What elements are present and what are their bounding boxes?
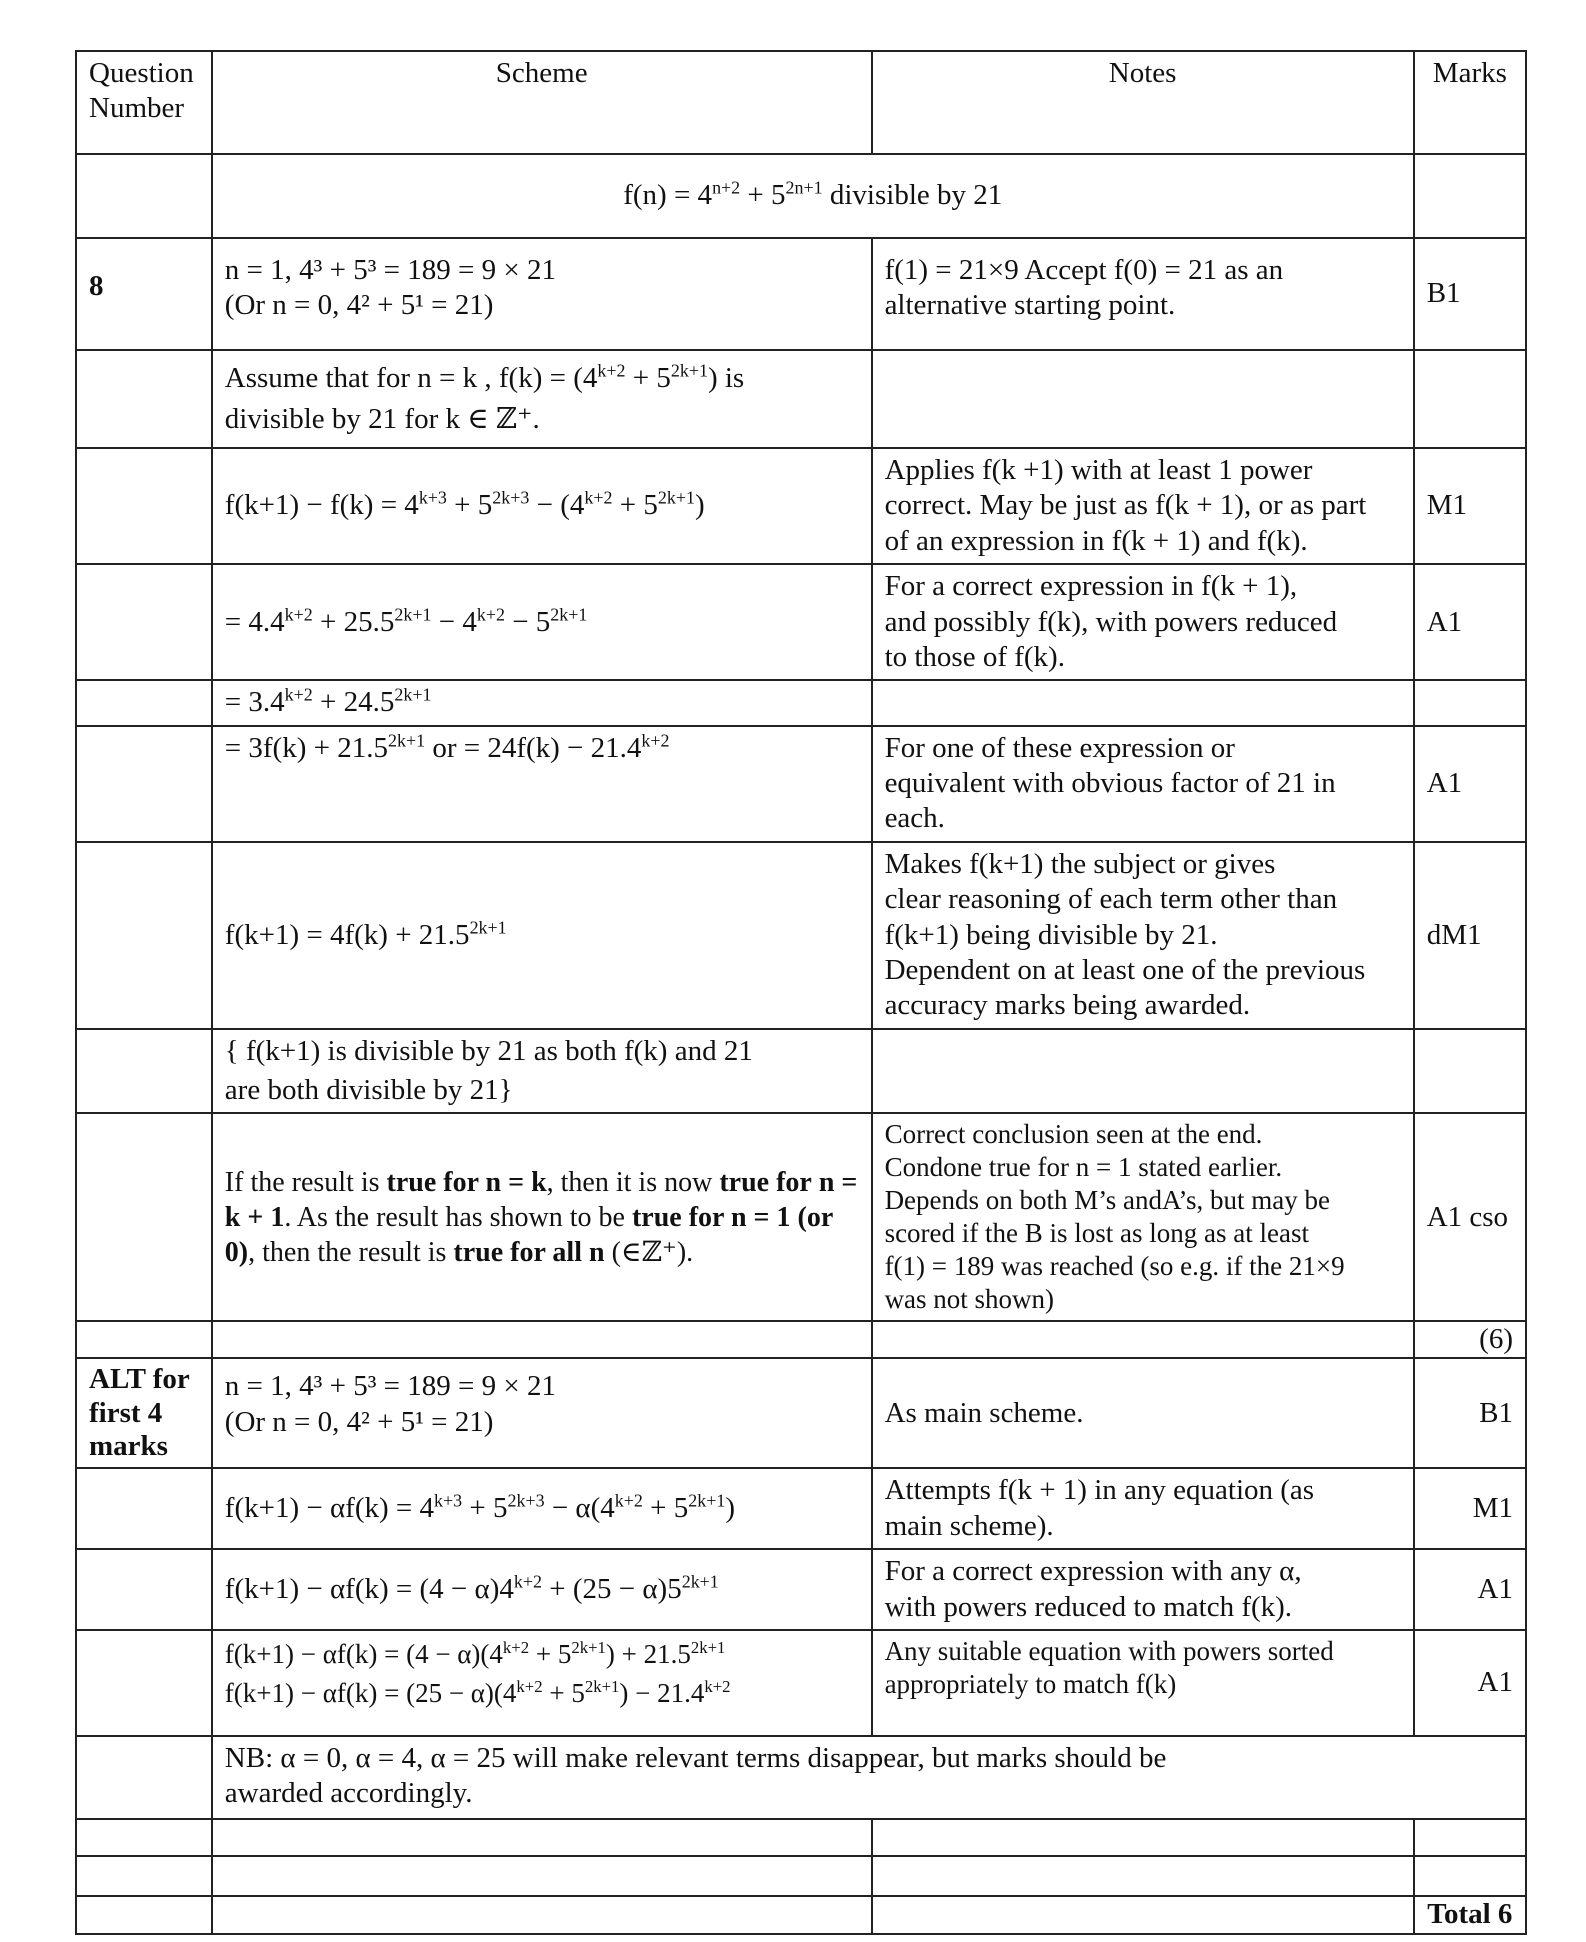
expanded-scheme: = $4.4^{k+2} + 25.5^{2k+1} - 4^{k+2} - 5^{2k+1}$	[212, 564, 872, 680]
difference-mark: M1	[1414, 448, 1526, 564]
factor-row	[76, 726, 1526, 842]
alt-expression-scheme: $f(k+1) - \alpha f(k) = (4 - \alpha)4^{k+2} + (25 - \alpha)5^{2k+1}$	[212, 1549, 872, 1630]
header-row	[76, 51, 1526, 154]
header-scheme: Scheme	[212, 51, 872, 154]
alt-sorted-row	[76, 1630, 1526, 1736]
alt-basis-scheme: n = 1, 4³ + 5³ = 189 = 9 × 21 (Or n = 0, 4² + 5¹ = 21)	[212, 1358, 872, 1468]
header-marks: Marks	[1414, 51, 1526, 154]
alt-expression-notes: For a correct expression with any α, with powers reduced to match f(k).	[872, 1549, 1414, 1630]
total-row	[76, 1896, 1526, 1934]
alt-label: ALT for first 4 marks	[76, 1358, 212, 1468]
total-mark: Total 6	[1414, 1896, 1526, 1934]
alt-sorted-mark: A1	[1414, 1630, 1526, 1736]
question-statement: $f(n) = 4^{n+2} + 5^{2n+1}$ divisible by 21	[212, 154, 1414, 238]
conclusion-row	[76, 1113, 1526, 1321]
subtotal-mark: (6)	[1414, 1321, 1526, 1358]
conclusion-scheme: If the result is true for n = k, then it is now true for n = k + 1. As the result has shown to be true for n = 1 (or 0), then the result is true for all n (∈ℤ⁺).	[212, 1113, 872, 1321]
mark-scheme-table	[75, 50, 1527, 1935]
simplified-row	[76, 680, 1526, 725]
alt-sorted-notes: Any suitable equation with powers sorted appropriately to match f(k)	[872, 1630, 1414, 1736]
alt-expression-row	[76, 1549, 1526, 1630]
divisibility-row	[76, 1029, 1526, 1114]
alt-attempt-mark: M1	[1414, 1468, 1526, 1549]
alt-expression-mark: A1	[1414, 1549, 1526, 1630]
divisibility-scheme: { f(k+1) is divisible by 21 as both f(k) and 21 are both divisible by 21}	[212, 1029, 872, 1114]
basis-scheme: n = 1, 4³ + 5³ = 189 = 9 × 21 (Or n = 0, 4² + 5¹ = 21)	[212, 238, 872, 350]
header-notes: Notes	[872, 51, 1414, 154]
basis-row	[76, 238, 1526, 350]
header-question-number: Question Number	[76, 51, 212, 154]
alt-attempt-row	[76, 1468, 1526, 1549]
empty-row	[76, 1819, 1526, 1856]
factor-scheme: = $3f(k) + 21.5^{2k+1}$ or = $24f(k) - 21.4^{k+2}$	[212, 726, 872, 842]
assumption-scheme: Assume that for n = k , $f(k) = (4^{k+2} + 5^{2k+1})$ is divisible by 21 for k ∈ ℤ⁺.	[212, 350, 872, 448]
subject-row	[76, 842, 1526, 1029]
difference-notes: Applies f(k +1) with at least 1 power correct. May be just as f(k + 1), or as part of an expression in f(k + 1) and f(k).	[872, 448, 1414, 564]
question-number: 8	[76, 238, 212, 350]
expanded-row	[76, 564, 1526, 680]
conclusion-notes: Correct conclusion seen at the end. Condone true for n = 1 stated earlier. Depends on both M’s andA’s, but may be scored if the B is lost as long as at least f(1) = 189 was reached (so e.g. if the 21×9 was not shown)	[872, 1113, 1414, 1321]
alt-basis-notes: As main scheme.	[872, 1358, 1414, 1468]
nb-note: NB: α = 0, α = 4, α = 25 will make relevant terms disappear, but marks should be awarded accordingly.	[212, 1736, 1526, 1819]
intro-row	[76, 154, 1526, 238]
expanded-mark: A1	[1414, 564, 1526, 680]
basis-notes: f(1) = 21×9 Accept f(0) = 21 as an alternative starting point.	[872, 238, 1414, 350]
expanded-notes: For a correct expression in f(k + 1), and possibly f(k), with powers reduced to those of f(k).	[872, 564, 1414, 680]
subject-notes: Makes f(k+1) the subject or gives clear reasoning of each term other than f(k+1) being divisible by 21. Dependent on at least one of the previous accuracy marks being awarded.	[872, 842, 1414, 1029]
basis-mark: B1	[1414, 238, 1526, 350]
alt-attempt-notes: Attempts f(k + 1) in any equation (as main scheme).	[872, 1468, 1414, 1549]
difference-scheme: $f(k+1) - f(k) = 4^{k+3} + 5^{2k+3} - (4^{k+2} + 5^{2k+1})$	[212, 448, 872, 564]
subject-scheme: $f(k+1) = 4f(k) + 21.5^{2k+1}$	[212, 842, 872, 1029]
conclusion-mark: A1 cso	[1414, 1113, 1526, 1321]
alt-basis-row	[76, 1358, 1526, 1468]
factor-mark: A1	[1414, 726, 1526, 842]
alt-sorted-scheme: $f(k+1) - \alpha f(k) = (4 - \alpha)(4^{k+2} + 5^{2k+1}) + 21.5^{2k+1}$ $f(k+1) - \alpha f(k) = (25 - \alpha)(4^{k+2} + 5^{2k+1}) - 21.4^{k+2}$	[212, 1630, 872, 1736]
simplified-scheme: = $3.4^{k+2} + 24.5^{2k+1}$	[212, 680, 872, 725]
assumption-row	[76, 350, 1526, 448]
factor-notes: For one of these expression or equivalent with obvious factor of 21 in each.	[872, 726, 1414, 842]
nb-row	[76, 1736, 1526, 1819]
subtotal-row	[76, 1321, 1526, 1358]
alt-basis-mark: B1	[1414, 1358, 1526, 1468]
empty-row	[76, 1856, 1526, 1896]
difference-row	[76, 448, 1526, 564]
subject-mark: dM1	[1414, 842, 1526, 1029]
alt-attempt-scheme: $f(k+1) - \alpha f(k) = 4^{k+3} + 5^{2k+3} - \alpha(4^{k+2} + 5^{2k+1})$	[212, 1468, 872, 1549]
